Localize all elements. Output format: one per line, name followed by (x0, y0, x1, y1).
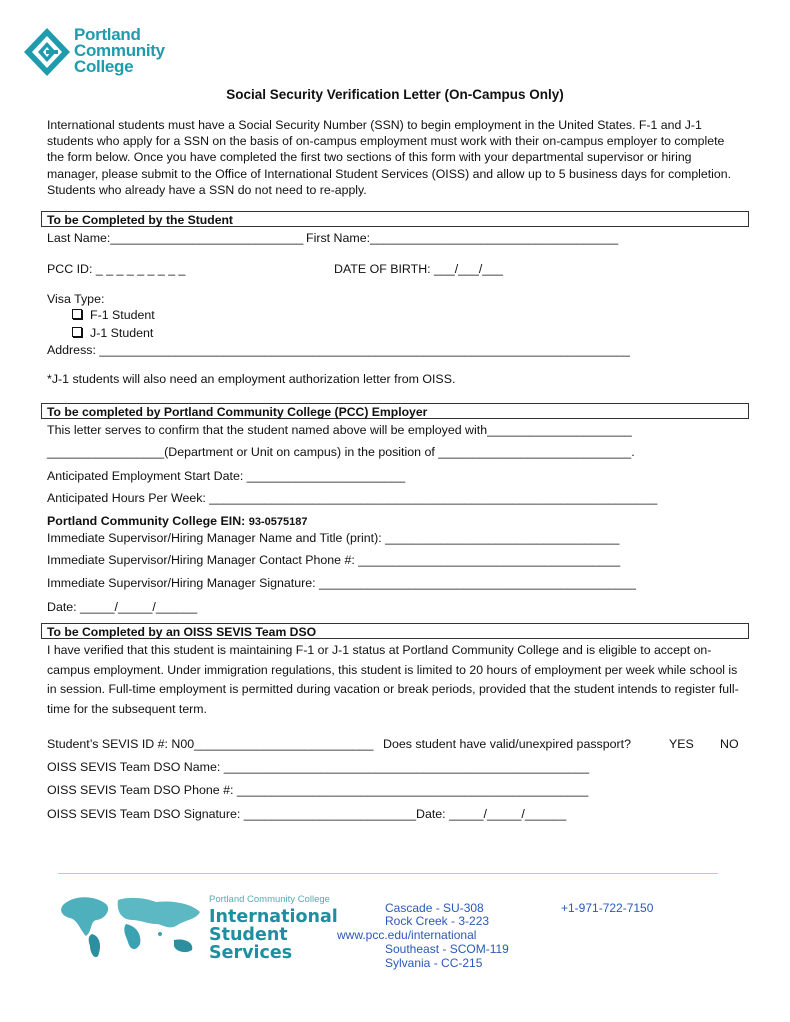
address-field[interactable]: Address: _____________________________________________________________________________ (47, 343, 630, 357)
location-rock-creek: Rock Creek - 3-223 (385, 914, 490, 928)
world-map-icon (56, 890, 206, 962)
visa-option-label: F-1 Student (90, 308, 155, 322)
pcc-id-field[interactable]: PCC ID: _ _ _ _ _ _ _ _ _ (47, 262, 186, 276)
logo-line: Community (74, 41, 165, 60)
student-section-heading: To be Completed by the Student (41, 211, 749, 227)
page-title: Social Security Verification Letter (On-Campus Only) (226, 87, 564, 102)
passport-question: Does student have valid/unexpired passport? (383, 737, 631, 751)
first-name-field[interactable]: First Name:____________________________________ (306, 231, 619, 245)
pcc-logo (22, 26, 202, 86)
last-name-field[interactable]: Last Name:____________________________ (47, 231, 304, 245)
intro-paragraph: International students must have a Social Security Number (SSN) to begin employment in the United States. F-1 and J-1 students who apply for a SSN on the basis of on-campus employment must work with their on-campus employer to complete the form below. Once you have completed the first two sections of this form with your departmental supervisor or hiring manager, please submit to the Office of International Student Services (OISS) and allow up to 5 business days for completion. Students who already have a SSN do not need to re-apply. (47, 118, 731, 197)
hours-field[interactable]: Anticipated Hours Per Week: _________________________________________________________________ (47, 491, 658, 505)
iss-wordmark (209, 908, 338, 962)
iss-line: International (209, 907, 338, 927)
employer-line-1[interactable]: This letter serves to confirm that the student named above will be employed with_____________________ (47, 423, 632, 437)
start-date-field[interactable]: Anticipated Employment Start Date: _______________________ (47, 469, 406, 483)
dob-field[interactable]: DATE OF BIRTH: ___/___/___ (334, 262, 503, 276)
iss-college-name: Portland Community College (209, 894, 330, 905)
ein-row (47, 514, 307, 528)
visa-option-label: J-1 Student (90, 326, 154, 340)
location-southeast: Southeast - SCOM-119 (385, 942, 509, 956)
location-sylvania: Sylvania - CC-215 (385, 956, 483, 970)
sevis-id-field[interactable]: Student’s SEVIS ID #: N00__________________________ (47, 737, 374, 751)
iss-logo (56, 890, 336, 970)
footer-divider (58, 873, 718, 874)
supervisor-phone-field[interactable]: Immediate Supervisor/Hiring Manager Contact Phone #: ______________________________________ (47, 553, 621, 567)
ein-value: 93-0575187 (248, 516, 308, 528)
phone-number: +1-971-722-7150 (561, 901, 654, 915)
visa-option-f1[interactable] (72, 308, 155, 322)
pcc-spiral-icon (22, 26, 72, 78)
logo-line: Portland (74, 25, 141, 44)
visa-type-label: Visa Type: (47, 292, 105, 306)
iss-line: Student (209, 925, 288, 945)
logo-wordmark (74, 27, 165, 75)
logo-line: College (74, 57, 134, 76)
passport-yes-option[interactable]: YES (669, 737, 694, 751)
location-cascade: Cascade - SU-308 (385, 901, 484, 915)
checkbox-icon[interactable] (72, 327, 82, 337)
j1-note: *J-1 students will also need an employment authorization letter from OISS. (47, 372, 456, 386)
iss-line: Services (209, 943, 293, 963)
employer-line-2[interactable]: _________________(Department or Unit on campus) in the position of ____________________________. (47, 445, 635, 459)
dso-signature-field[interactable]: OISS SEVIS Team DSO Signature: _________________________Date: _____/_____/______ (47, 807, 567, 821)
employer-section-heading: To be completed by Portland Community College (PCC) Employer (41, 403, 749, 419)
ein-label: Portland Community College EIN: (47, 514, 246, 528)
checkbox-icon[interactable] (72, 309, 82, 319)
visa-option-j1[interactable] (72, 326, 153, 340)
oiss-paragraph: I have verified that this student is maintaining F-1 or J-1 status at Portland Community College and is eligible to accept on-campus employment. Under immigration regulations, this student is limited to 20 hours of employment per week while school is in session. Full-time employment is permitted during vacation or break periods, provided that the student intends to register full-time for the subsequent term. (47, 643, 739, 716)
dso-phone-field[interactable]: OISS SEVIS Team DSO Phone #: ___________________________________________________ (47, 783, 589, 797)
passport-no-option[interactable]: NO (720, 737, 739, 751)
dso-name-field[interactable]: OISS SEVIS Team DSO Name: _____________________________________________________ (47, 760, 589, 774)
website-link[interactable]: www.pcc.edu/international (337, 928, 477, 942)
employer-date-field[interactable]: Date: _____/_____/______ (47, 600, 198, 614)
oiss-section-heading: To be Completed by an OISS SEVIS Team DSO (41, 623, 749, 639)
supervisor-name-field[interactable]: Immediate Supervisor/Hiring Manager Name and Title (print): __________________________________ (47, 531, 620, 545)
supervisor-signature-field[interactable]: Immediate Supervisor/Hiring Manager Signature: ______________________________________________ (47, 576, 637, 590)
